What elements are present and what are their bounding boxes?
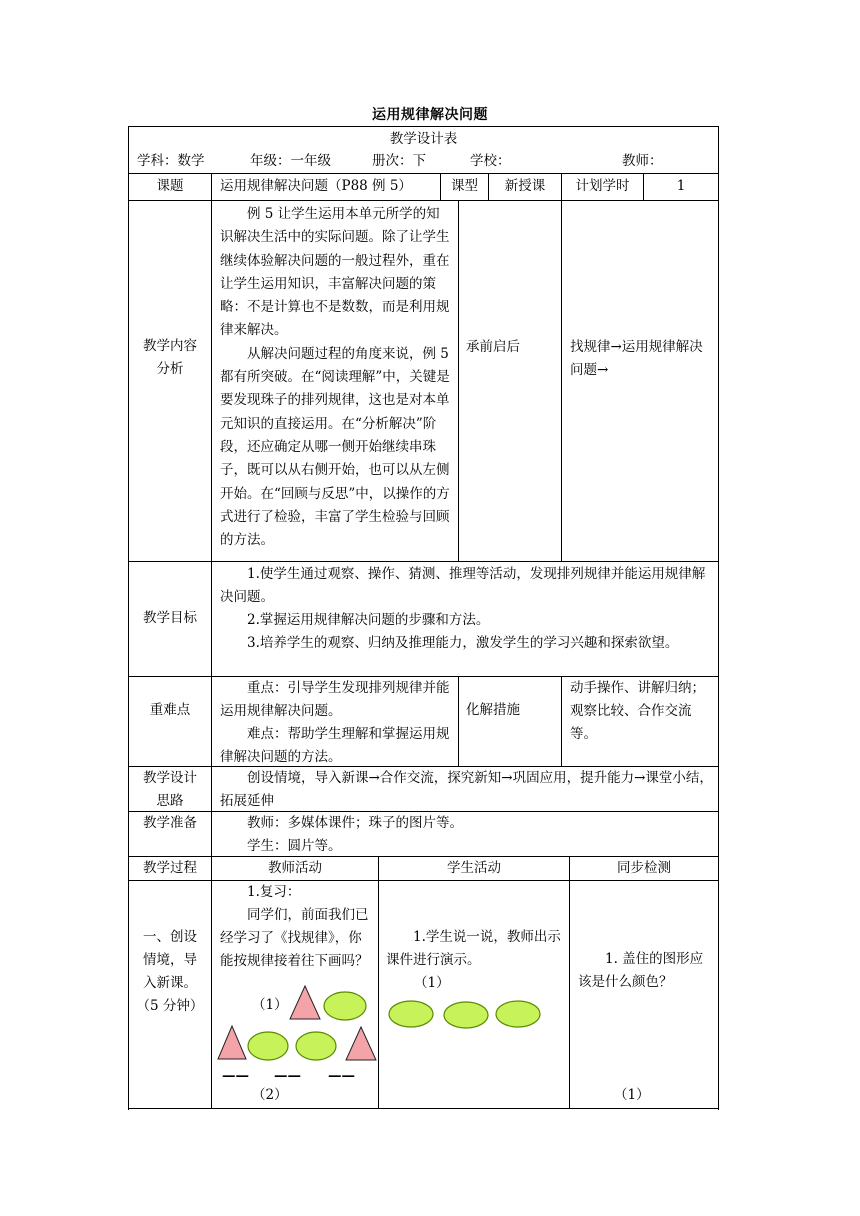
topic-value: 运用规律解决问题（P88 例 5） <box>220 178 412 194</box>
document-title: 运用规律解决问题 <box>372 107 488 123</box>
content-label: 教学内容 分析 <box>143 338 197 377</box>
prep-label: 教学准备 <box>143 815 197 831</box>
step-1-label: 一、创设 情境，导 入新课。 （5 分钟） <box>136 929 204 1014</box>
design-label: 教学设计 思路 <box>143 770 197 809</box>
info-teacher: 教师： <box>622 153 663 169</box>
info-grade: 年级：一年级 <box>250 153 331 169</box>
review-question: 同学们，前面我们已经学习了《找规律》，你能按规律接着往下画吗？ <box>220 907 369 969</box>
answer-blank: —— <box>222 1068 249 1084</box>
keypoints-mid: 化解措施 <box>466 702 520 718</box>
prep-teacher: 教师：多媒体课件；珠子的图片等。 <box>247 815 463 831</box>
teacher-activity-header: 教师活动 <box>268 860 322 876</box>
difficult-point: 难点：帮助学生理解和掌握运用规律解决问题的方法。 <box>220 726 450 765</box>
green-ellipse-shape <box>324 992 366 1020</box>
answer-blank: —— <box>274 1068 301 1084</box>
green-ellipse-shape <box>248 1032 288 1060</box>
topic-label: 课题 <box>156 178 184 194</box>
pink-triangle-shape <box>218 1026 246 1059</box>
student-activity-text: 1.学生说一说，教师出示课件进行演示。 <box>386 929 561 968</box>
info-school: 学校： <box>470 153 511 169</box>
sync-check-mark: （1） <box>614 1087 650 1103</box>
goals-label: 教学目标 <box>143 610 197 626</box>
pink-triangle-shape <box>346 1027 376 1060</box>
sync-check-header: 同步检测 <box>617 860 671 876</box>
info-volume: 册次：下 <box>372 153 426 169</box>
green-ellipse-shape <box>444 1002 488 1028</box>
answer-blank: —— <box>328 1068 355 1084</box>
planned-hours-value: 1 <box>676 178 686 194</box>
green-ellipse-shape <box>296 1032 336 1060</box>
student-activity-header: 学生活动 <box>447 860 501 876</box>
content-paragraph-2: 从解决问题过程的角度来说，例 5 都有所突破。在“阅读理解”中，关键是要发现珠子的排列规律，这也是对本单元知识的直接运用。在“分析解决”阶段，还应确定从哪一侧开始继续串珠子，既可以从右侧开始，也可以从左侧开始。在“回顾与反思”中，以操作的方式进行了检验，丰富了学生检验与回顾的方法。 <box>220 345 450 549</box>
keypoints-right: 动手操作、讲解归纳；观察比较、合作交流等。 <box>570 680 705 742</box>
green-ellipse-shape <box>496 1001 540 1027</box>
review-title: 1.复习： <box>247 884 301 900</box>
student-mark: （1） <box>414 975 450 991</box>
teacher-mark-1: （1） <box>252 997 288 1013</box>
content-paragraph-1: 例 5 让学生运用本单元所学的知识解决生活中的实际问题。除了让学生继续体验解决问题的一般过程外，重在让学生运用知识，丰富解决问题的策略：不是计算也不是数数，而是利用规律来解决。 <box>220 206 450 339</box>
planned-hours-label: 计划学时 <box>575 178 630 194</box>
pink-triangle-shape <box>290 986 320 1019</box>
process-label: 教学过程 <box>143 860 197 876</box>
keypoints-label: 重难点 <box>149 702 191 718</box>
teacher-mark-2: （2） <box>252 1087 288 1103</box>
content-mid: 承前启后 <box>466 339 520 355</box>
table-title: 教学设计表 <box>389 131 458 147</box>
lesson-type-value: 新授课 <box>504 178 546 194</box>
lesson-type-label: 课型 <box>451 178 478 194</box>
sync-check-question: 1. 盖住的图形应该是什么颜色？ <box>578 951 704 990</box>
design-text: 创设情境，导入新课→合作交流，探究新知→巩固应用，提升能力→课堂小结，拓展延伸 <box>220 770 713 809</box>
green-ellipse-shape <box>389 1001 433 1027</box>
key-point: 重点：引导学生发现排列规律并能运用规律解决问题。 <box>220 680 450 719</box>
goal-item: 3.培养学生的观察、归纳及推理能力，激发学生的学习兴趣和探索欲望。 <box>247 635 679 651</box>
content-right: 找规律→运用规律解决问题→ <box>570 339 703 378</box>
info-subject: 学科：数学 <box>137 153 205 169</box>
goal-item: 1.使学生通过观察、操作、猜测、推理等活动，发现排列规律并能运用规律解决问题。 <box>220 566 706 605</box>
goal-item: 2.掌握运用规律解决问题的步骤和方法。 <box>247 612 490 628</box>
prep-student: 学生：圆片等。 <box>247 838 342 854</box>
